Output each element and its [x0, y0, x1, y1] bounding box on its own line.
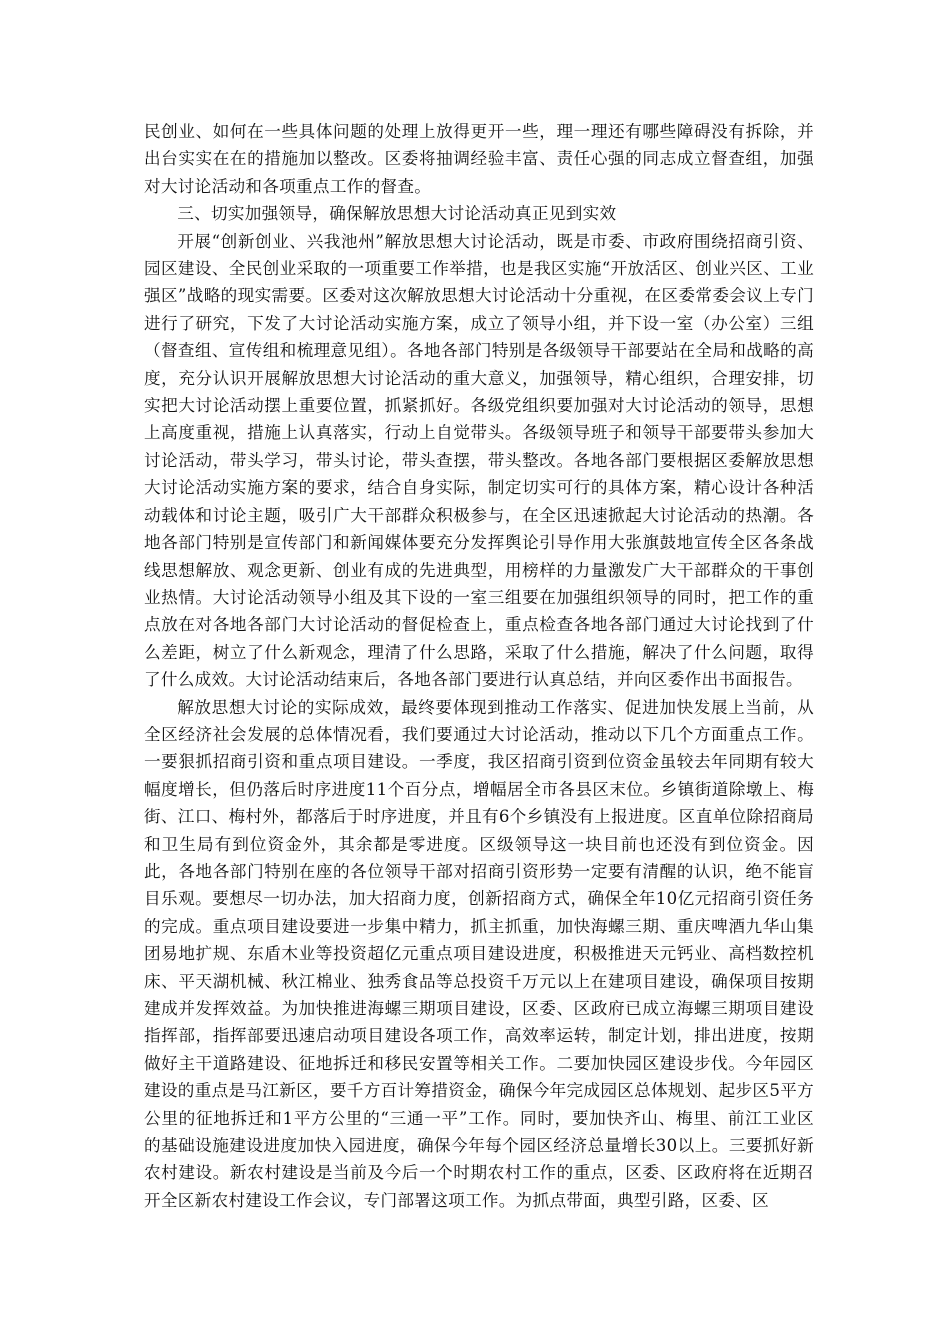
section-heading-3: 三、切实加强领导，确保解放思想大讨论活动真正见到实效	[177, 204, 617, 224]
document-page	[144, 118, 814, 1214]
paragraph-continuation: 民创业、如何在一些具体问题的处理上放得更开一些，理一理还有哪些障碍没有拆除，并出台实实在在的措施加以整改。区委将抽调经验丰富、责任心强的同志成立督查组，加强对大讨论活动和各项重点工作的督查。	[144, 122, 814, 196]
paragraph-leadership: 开展“创新创业、兴我池州”解放思想大讨论活动，既是市委、市政府围绕招商引资、园区建设、全民创业采取的一项重要工作举措，也是我区实施“开放活区、创业兴区、工业强区”战略的现实需要。区委对这次解放思想大讨论活动十分重视，在区委常委会议上专门进行了研究，下发了大讨论活动实施方案，成立了领导小组，并下设一室（办公室）三组（督查组、宣传组和梳理意见组）。各地各部门特别是各级领导干部要站在全局和战略的高度，充分认识开展解放思想大讨论活动的重大意义，加强领导，精心组织，合理安排，切实把大讨论活动摆上重要位置，抓紧抓好。各级党组织要加强对大讨论活动的领导，思想上高度重视，措施上认真落实，行动上自觉带头。各级领导班子和领导干部要带头参加大讨论活动，带头学习，带头讨论，带头查摆，带头整改。各地各部门要根据区委解放思想大讨论活动实施方案的要求，结合自身实际，制定切实可行的具体方案，精心设计各种活动载体和讨论主题，吸引广大干部群众积极参与，在全区迅速掀起大讨论活动的热潮。各地各部门特别是宣传部门和新闻媒体要充分发挥舆论引导作用大张旗鼓地宣传全区各条战线思想解放、观念更新、创业有成的先进典型，用榜样的力量激发广大干部群众的干事创业热情。大讨论活动领导小组及其下设的一室三组要在加强组织领导的同时，把工作的重点放在对各地各部门大讨论活动的督促检查上，重点检查各地各部门通过大讨论找到了什么差距，树立了什么新观念，理清了什么思路，采取了什么措施，解决了什么问题，取得了什么成效。大讨论活动结束后，各地各部门要进行认真总结，并向区委作出书面报告。	[144, 231, 814, 690]
paragraph-key-work: 解放思想大讨论的实际成效，最终要体现到推动工作落实、促进加快发展上当前，从全区经济社会发展的总体情况看，我们要通过大讨论活动，推动以下几个方面重点工作。一要狠抓招商引资和重点项目建设。一季度，我区招商引资到位资金虽较去年同期有较大幅度增长，但仍落后时序进度11个百分点，增幅居全市各县区末位。乡镇街道除墩上、梅街、江口、梅村外，都落后于时序进度，并且有6个乡镇没有上报进度。区直单位除招商局和卫生局有到位资金外，其余都是零进度。区级领导这一块目前也还没有到位资金。因此，各地各部门特别在座的各位领导干部对招商引资形势一定要有清醒的认识，绝不能盲目乐观。要想尽一切办法，加大招商力度，创新招商方式，确保全年10亿元招商引资任务的完成。重点项目建设要进一步集中精力，抓主抓重，加快海螺三期、重庆啤酒九华山集团易地扩规、东盾木业等投资超亿元重点项目建设进度，积极推进天元钙业、高档数控机床、平天湖机械、秋江棉业、独秀食品等总投资千万元以上在建项目建设，确保项目按期建成并发挥效益。为加快推进海螺三期项目建设，区委、区政府已成立海螺三期项目建设指挥部，指挥部要迅速启动项目建设各项工作，高效率运转，制定计划，排出进度，按期做好主干道路建设、征地拆迁和移民安置等相关工作。二要加快园区建设步伐。今年园区建设的重点是马江新区，要千方百计筹措资金，确保今年完成园区总体规划、起步区5平方公里的征地拆迁和1平方公里的“三通一平”工作。同时，要加快齐山、梅里、前江工业区的基础设施建设进度加快入园进度，确保今年每个园区经济总量增长30以上。三要抓好新农村建设。新农村建设是当前及今后一个时期农村工作的重点，区委、区政府将在近期召开全区新农村建设工作会议，专门部署这项工作。为抓点带面，典型引路，区委、区	[144, 697, 814, 1210]
